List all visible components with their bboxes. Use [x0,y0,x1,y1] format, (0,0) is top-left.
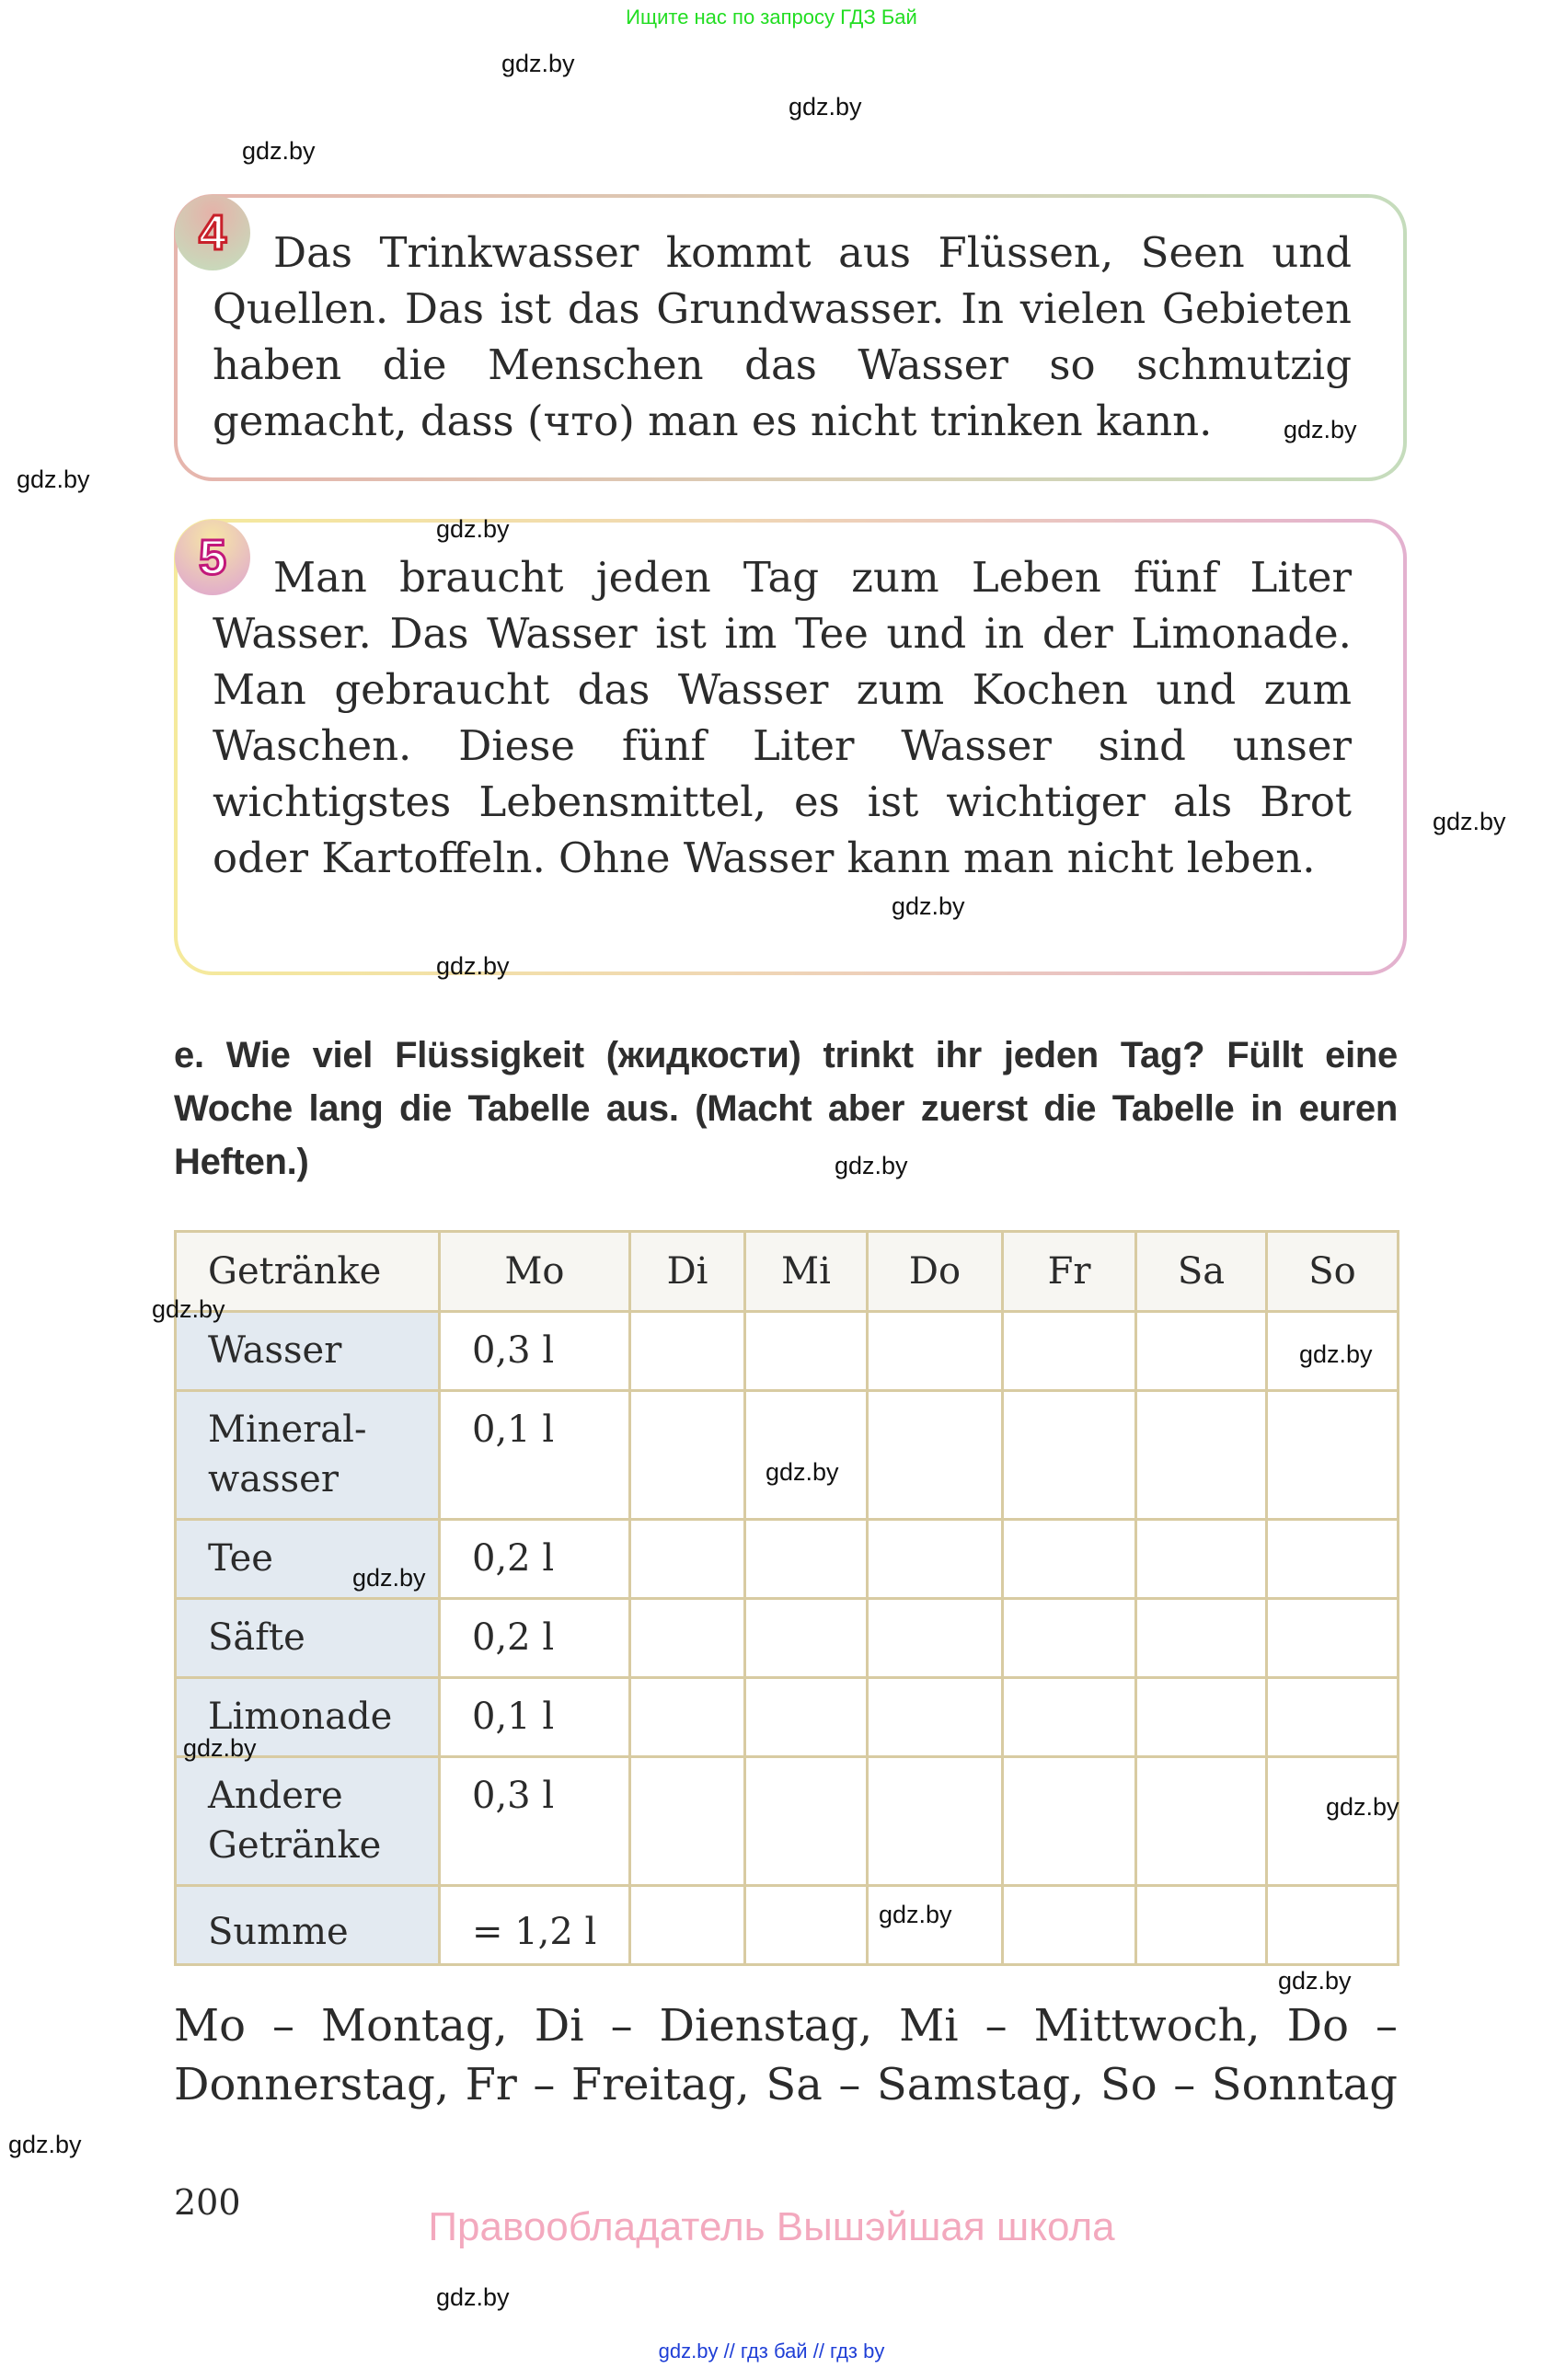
watermark: gdz.by [242,137,316,165]
cell-mi[interactable] [745,1312,868,1391]
watermark: gdz.by [1299,1340,1373,1368]
page-number: 200 [174,2182,241,2223]
cell-fr[interactable] [1003,1757,1136,1886]
legend-line-2: Donnerstag, Fr – Freitag, Sa – Samstag, So – Sonntag [174,2059,1398,2110]
cell-sa[interactable] [1136,1312,1267,1391]
cell-so[interactable] [1267,1520,1399,1599]
cell-mo: 0,2 l [440,1520,630,1599]
text-paragraph-4 [213,224,1352,449]
table-row [176,1312,1399,1391]
cell-mi[interactable] [745,1391,868,1520]
column-header-do: Do [868,1232,1003,1312]
cell-di[interactable] [630,1391,745,1520]
row-label-text: Summe [208,1911,349,1953]
cell-mi[interactable] [745,1599,868,1678]
cell-di[interactable] [630,1757,745,1886]
cell-di[interactable] [630,1520,745,1599]
cell-sa[interactable] [1136,1599,1267,1678]
cell-sa[interactable] [1136,1678,1267,1757]
watermark: gdz.by [892,892,965,920]
column-header-mo: Mo [440,1232,630,1312]
column-header-di: Di [630,1232,745,1312]
cell-di[interactable] [630,1678,745,1757]
paragraph-text: Das Trinkwasser kommt aus Flüssen, Seen und Quellen. Das ist das Grundwasser. In vielen Gebieten haben die Menschen das Wasser so schmutzig gemacht, dass (что) man es nicht trinken kann. [213,228,1352,445]
row-label [176,1599,440,1678]
cell-fr[interactable] [1003,1599,1136,1678]
watermark: gdz.by [17,466,90,493]
cell-fr[interactable] [1003,1886,1136,1965]
column-header-mi: Mi [745,1232,868,1312]
row-label [176,1312,440,1391]
cell-fr[interactable] [1003,1678,1136,1757]
top-search-banner[interactable]: Ищите нас по запросу ГДЗ Бай [626,6,917,29]
exercise-number-badge-4: 4 [175,195,250,270]
watermark: gdz.by [152,1295,225,1323]
cell-di[interactable] [630,1599,745,1678]
cell-mi[interactable] [745,1678,868,1757]
cell-do[interactable] [868,1678,1003,1757]
footer-links[interactable]: gdz.by // гдз бай // гдз by [658,2340,885,2363]
cell-mo: 0,3 l [440,1312,630,1391]
legend-line-1: Mo – Montag, Di – Dienstag, Mi – Mittwoch, Do – [174,2000,1398,2052]
column-header-so: So [1267,1232,1399,1312]
cell-so[interactable] [1267,1678,1399,1757]
watermark: gdz.by [183,1734,257,1762]
exercise-number-badge-5: 5 [175,520,250,595]
cell-do[interactable] [868,1599,1003,1678]
cell-do[interactable] [868,1312,1003,1391]
watermark: gdz.by [436,2283,510,2311]
watermark: gdz.by [352,1564,426,1592]
cell-mo: 0,2 l [440,1599,630,1678]
cell-so[interactable] [1267,1886,1399,1965]
cell-mo: 0,1 l [440,1391,630,1520]
cell-so[interactable] [1267,1391,1399,1520]
cell-so[interactable] [1267,1599,1399,1678]
cell-mo: 0,3 l [440,1757,630,1886]
cell-do[interactable] [868,1520,1003,1599]
weekday-legend [174,1996,1398,2114]
column-header-fr: Fr [1003,1232,1136,1312]
watermark: gdz.by [879,1901,952,1928]
row-label [176,1886,440,1965]
cell-do[interactable] [868,1391,1003,1520]
table-row [176,1391,1399,1520]
cell-di[interactable] [630,1886,745,1965]
task-instruction: e. Wie viel Flüssigkeit (жидкости) trinkt ihr jeden Tag? Füllt eine Woche lang die Tabelle aus. (Macht aber zuerst die Tabelle in euren Heften.) [174,1035,1398,1182]
watermark: gdz.by [1326,1793,1399,1821]
table-row [176,1678,1399,1757]
cell-mi[interactable] [745,1520,868,1599]
cell-mi[interactable] [745,1886,868,1965]
row-label-text-line2: Getränke [208,1824,382,1867]
table-header-row [176,1232,1399,1312]
watermark: gdz.by [436,952,510,980]
cell-sa[interactable] [1136,1391,1267,1520]
drinks-table [174,1230,1399,1966]
row-label [176,1757,440,1886]
row-label-text-line2: wasser [208,1458,339,1500]
column-header-getraenke: Getränke [176,1232,440,1312]
watermark: gdz.by [1278,1967,1352,1995]
row-label-text: Wasser [208,1329,342,1372]
cell-mi[interactable] [745,1757,868,1886]
table-row [176,1599,1399,1678]
cell-fr[interactable] [1003,1312,1136,1391]
cell-di[interactable] [630,1312,745,1391]
watermark: gdz.by [8,2131,82,2158]
column-header-sa: Sa [1136,1232,1267,1312]
cell-sa[interactable] [1136,1757,1267,1886]
row-label-text: Mineral- [208,1408,367,1451]
row-label-text: Tee [208,1537,273,1580]
cell-do[interactable] [868,1757,1003,1886]
cell-sa[interactable] [1136,1886,1267,1965]
watermark: gdz.by [789,93,862,121]
watermark: gdz.by [501,50,575,77]
cell-so[interactable] [1267,1757,1399,1886]
cell-fr[interactable] [1003,1391,1136,1520]
watermark: gdz.by [436,515,510,543]
row-label [176,1391,440,1520]
row-label-text: Andere [208,1775,343,1817]
cell-fr[interactable] [1003,1520,1136,1599]
cell-mo: 0,1 l [440,1678,630,1757]
watermark: gdz.by [766,1458,839,1486]
paragraph-text: Man braucht jeden Tag zum Leben fünf Liter Wasser. Das Wasser ist im Tee und in der Limonade. Man gebraucht das Wasser zum Kochen und zum Waschen. Diese fünf Liter Wasser sind unser wichtigstes Lebensmittel, es ist wichtiger als Brot oder Kartoffeln. Ohne Wasser kann man nicht leben. [213,553,1352,882]
rights-holder-notice: Правообладатель Вышэйшая школа [428,2204,1115,2249]
text-paragraph-5 [213,549,1352,886]
row-label-text: Säfte [208,1616,305,1659]
watermark: gdz.by [1433,808,1506,835]
table-row-summe [176,1886,1399,1965]
row-label-text: Limonade [208,1696,393,1738]
table-row [176,1757,1399,1886]
watermark: gdz.by [835,1152,908,1179]
cell-sa[interactable] [1136,1520,1267,1599]
watermark: gdz.by [1284,416,1357,443]
cell-mo-summe: = 1,2 l [440,1886,630,1965]
